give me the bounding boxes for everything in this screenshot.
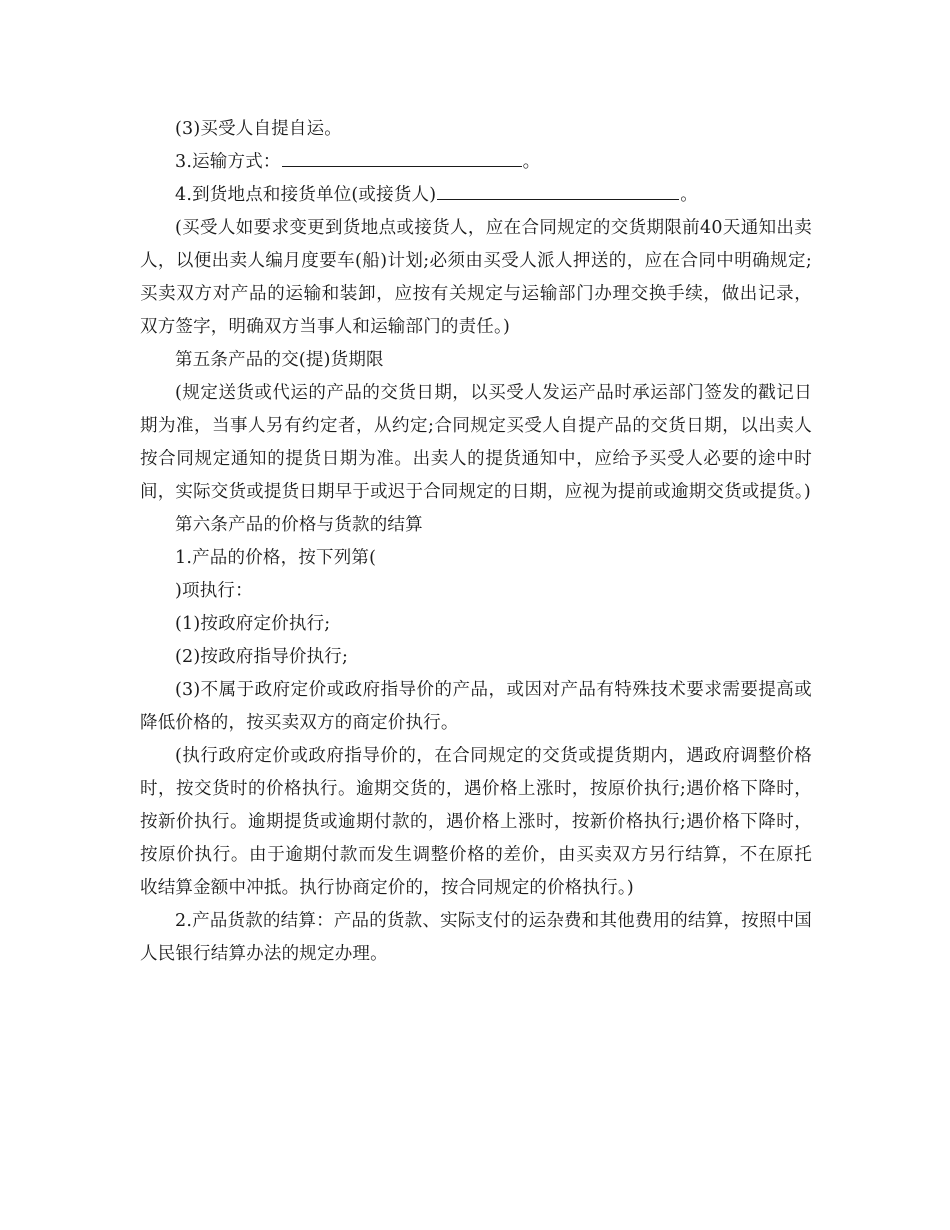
paragraph-price-item: 1.产品的价格，按下列第(	[175, 548, 377, 568]
transport-method-blank-field[interactable]	[282, 148, 522, 167]
transport-method-label: 3.运输方式：	[175, 152, 281, 172]
heading-article-five: 第五条产品的交(提)货期限	[175, 350, 384, 370]
paragraph-change-notice: (买受人如要求变更到货地点或接货人，应在合同规定的交货期限前40天通知出卖人，以便出卖人编月度要车(船)计划;必须由买受人派人押送的，应在合同中明确规定;买卖双方对产品的运输和装卸，应按有关规定与运输部门办理交换手续，做出记录，双方签字，明确双方当事人和运输部门的责任。)	[140, 218, 812, 337]
paragraph-self-pickup: (3)买受人自提自运。	[175, 119, 342, 139]
paragraph-government-price: (1)按政府定价执行;	[175, 614, 331, 634]
delivery-location-label: 4.到货地点和接货单位(或接货人)	[175, 185, 437, 205]
paragraph-price-adjustment: (执行政府定价或政府指导价的，在合同规定的交货或提货期内，遇政府调整价格时，按交货时的价格执行。逾期交货的，遇价格上涨时，按原价执行;遇价格下降时，按新价执行。逾期提货或逾期付款的，遇价格上涨时，按新价格执行;遇价格下降时，按原价执行。由于逾期付款而发生调整价格的差价，由买卖双方另行结算，不在原托收结算金额中冲抵。执行协商定价的，按合同规定的价格执行。)	[140, 746, 812, 898]
paragraph-delivery-location	[140, 179, 812, 212]
paragraph-payment-settlement: 2.产品货款的结算：产品的货款、实际支付的运杂费和其他费用的结算，按照中国人民银行结算办法的规定办理。	[140, 911, 812, 964]
paragraph-negotiated-price: (3)不属于政府定价或政府指导价的产品，或因对产品有特殊技术要求需要提高或降低价格的，按买卖双方的商定价执行。	[140, 680, 812, 733]
paragraph-delivery-date: (规定送货或代运的产品的交货日期，以买受人发运产品时承运部门签发的戳记日期为准，当事人另有约定者，从约定;合同规定买受人自提产品的交货日期，以出卖人按合同规定通知的提货日期为准。出卖人的提货通知中，应给予买受人必要的途中时间，实际交货或提货日期早于或迟于合同规定的日期，应视为提前或逾期交货或提货。)	[140, 383, 812, 502]
transport-method-suffix: 。	[522, 152, 541, 172]
delivery-location-blank-field[interactable]	[437, 181, 679, 200]
paragraph-transport-method	[140, 146, 812, 179]
paragraph-government-guidance: (2)按政府指导价执行;	[175, 647, 349, 667]
paragraph-execute-item: )项执行：	[175, 581, 253, 601]
heading-article-six: 第六条产品的价格与货款的结算	[175, 515, 423, 535]
delivery-location-suffix: 。	[680, 185, 698, 205]
document-page	[140, 113, 812, 971]
